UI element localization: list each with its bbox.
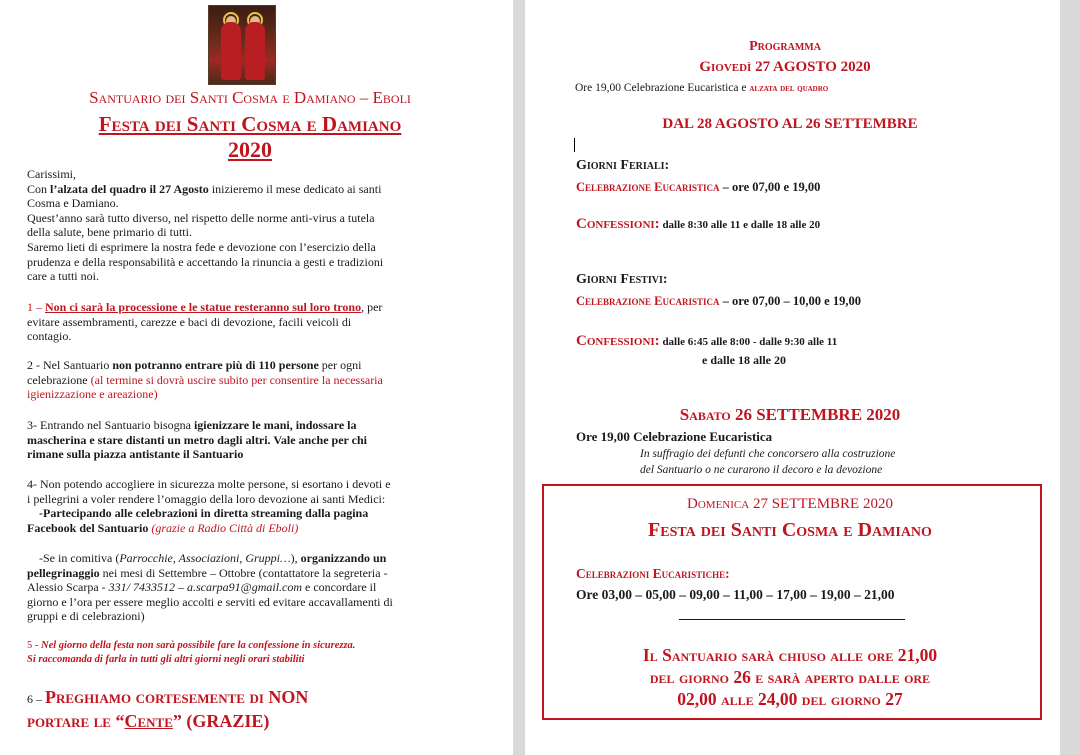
text-cursor — [574, 138, 575, 152]
domenica-date: Domenica 27 SETTEMBRE 2020 — [687, 496, 893, 512]
domenica-celebrazioni-heading: Celebrazioni Eucaristiche: — [576, 566, 730, 581]
festivi-heading: Giorni Festivi: — [576, 272, 668, 287]
rule-5: 5 - Nel giorno della festa non sarà possibile fare la confessione in sicurezza. Si raccomanda di farla in tutti gli altri giorni negli orari stabiliti — [27, 640, 356, 665]
rule-6: 6 – Preghiamo cortesemente di NON portare le “Cente” (GRAZIE) — [27, 687, 309, 731]
page-title-year: 2020 — [228, 137, 272, 162]
sabato-line: Ore 19,00 Celebrazione Eucaristica — [576, 429, 773, 444]
festivi-confessioni-evening: e dalle 18 alle 20 — [702, 353, 786, 367]
feriali-heading: Giorni Feriali: — [576, 158, 670, 173]
saints-photo — [208, 5, 276, 85]
sabato-heading: Sabato 26 SETTEMBRE 2020 — [679, 405, 901, 424]
sanctuary-heading: Santuario dei Santi Cosma e Damiano – Eboli — [89, 88, 411, 107]
divider — [679, 619, 905, 620]
festivi-celebrazione: Celebrazione Eucaristica – ore 07,00 – 10,00 e 19,00 — [576, 294, 861, 308]
intro-paragraph: Carissimi, Con l’alzata del quadro il 27 Agosto inizieremo il mese dedicato ai santi Cosma e Damiano. Quest’anno sarà tutto diverso, nel rispetto delle norme anti-virus a tutela della salute, bene primario di tutti. Saremo lieti di esprimere la nostra fede e devozione con l’esercizio della prudenza e della responsabilità e accettando la rinuncia a gesti e tradizioni care a tutti noi. — [27, 167, 384, 284]
giovedi-line: Ore 19,00 Celebrazione Eucaristica e alzata del quadro — [575, 82, 829, 94]
rule-4-pilgrimage: -Se in comitiva (Parrocchie, Associazioni, Gruppi…), organizzando un pellegrinaggio nei mesi di Settembre – Ottobre (contattatore la segreteria - Alessio Scarpa - 331/ 7433512 – a.scarpa91@gmail.com e concordare il giorno e l’ora per essere meglio accolti e serviti ed evitare accavallamenti di gruppi e di celebrazioni) — [27, 551, 393, 624]
rule-1: 1 – Non ci sarà la processione e le statue resteranno sul loro trono, per evitare assembramenti, carezze e baci di devozione, facili veicoli di contagio. — [27, 300, 383, 344]
page-title: Festa dei Santi Cosma e Damiano — [98, 112, 402, 136]
sabato-note-1: In suffragio dei defunti che concorsero alla costruzione — [640, 448, 896, 460]
closing-notice: Il Santuario sarà chiuso alle ore 21,00 del giorno 26 e sarà aperto dalle ore 02,00 alle 24,00 del giorno 27 — [642, 645, 938, 709]
programma-heading: Programma — [749, 39, 821, 54]
rule-2: 2 - Nel Santuario non potranno entrare più di 110 persone per ogni celebrazione (al termine si dovrà uscire subito per consentire la necessaria igienizzazione e areazione) — [27, 358, 383, 402]
domenica-title: Festa dei Santi Cosma e Damiano — [648, 519, 932, 541]
contact-info: 331/ 7433512 – a.scarpa91@gmail.com — [108, 580, 303, 595]
rule-3: 3- Entrando nel Santuario bisogna igienizzare le mani, indossare la mascherina e stare distanti un metro dagli altri. Vale anche per chi rimane sulla piazza antistante il Santuario — [27, 418, 367, 462]
rule-4: 4- Non potendo accogliere in sicurezza molte persone, si esortano i devoti e i pellegrini a voler rendere l’omaggio della loro devozione ai santi Medici: -Partecipando alle celebrazioni in diretta streaming dalla pagina Facebook del Santuario (grazie a Radio Città di Eboli) — [27, 477, 391, 535]
festivi-confessioni: Confessioni: dalle 6:45 alle 8:00 - dalle 9:30 alle 11 — [576, 333, 838, 349]
sabato-note-2: del Santuario o ne curarono il decoro e la devozione — [640, 464, 883, 476]
feriali-confessioni: Confessioni: dalle 8:30 alle 11 e dalle 18 alle 20 — [576, 216, 821, 232]
feriali-celebrazione: Celebrazione Eucaristica – ore 07,00 e 19,00 — [576, 180, 821, 194]
domenica-times: Ore 03,00 – 05,00 – 09,00 – 11,00 – 17,00 – 19,00 – 21,00 — [576, 587, 895, 602]
giovedi-heading: Giovedì 27 AGOSTO 2020 — [699, 59, 871, 75]
date-range-heading: DAL 28 AGOSTO AL 26 SETTEMBRE — [662, 116, 918, 132]
